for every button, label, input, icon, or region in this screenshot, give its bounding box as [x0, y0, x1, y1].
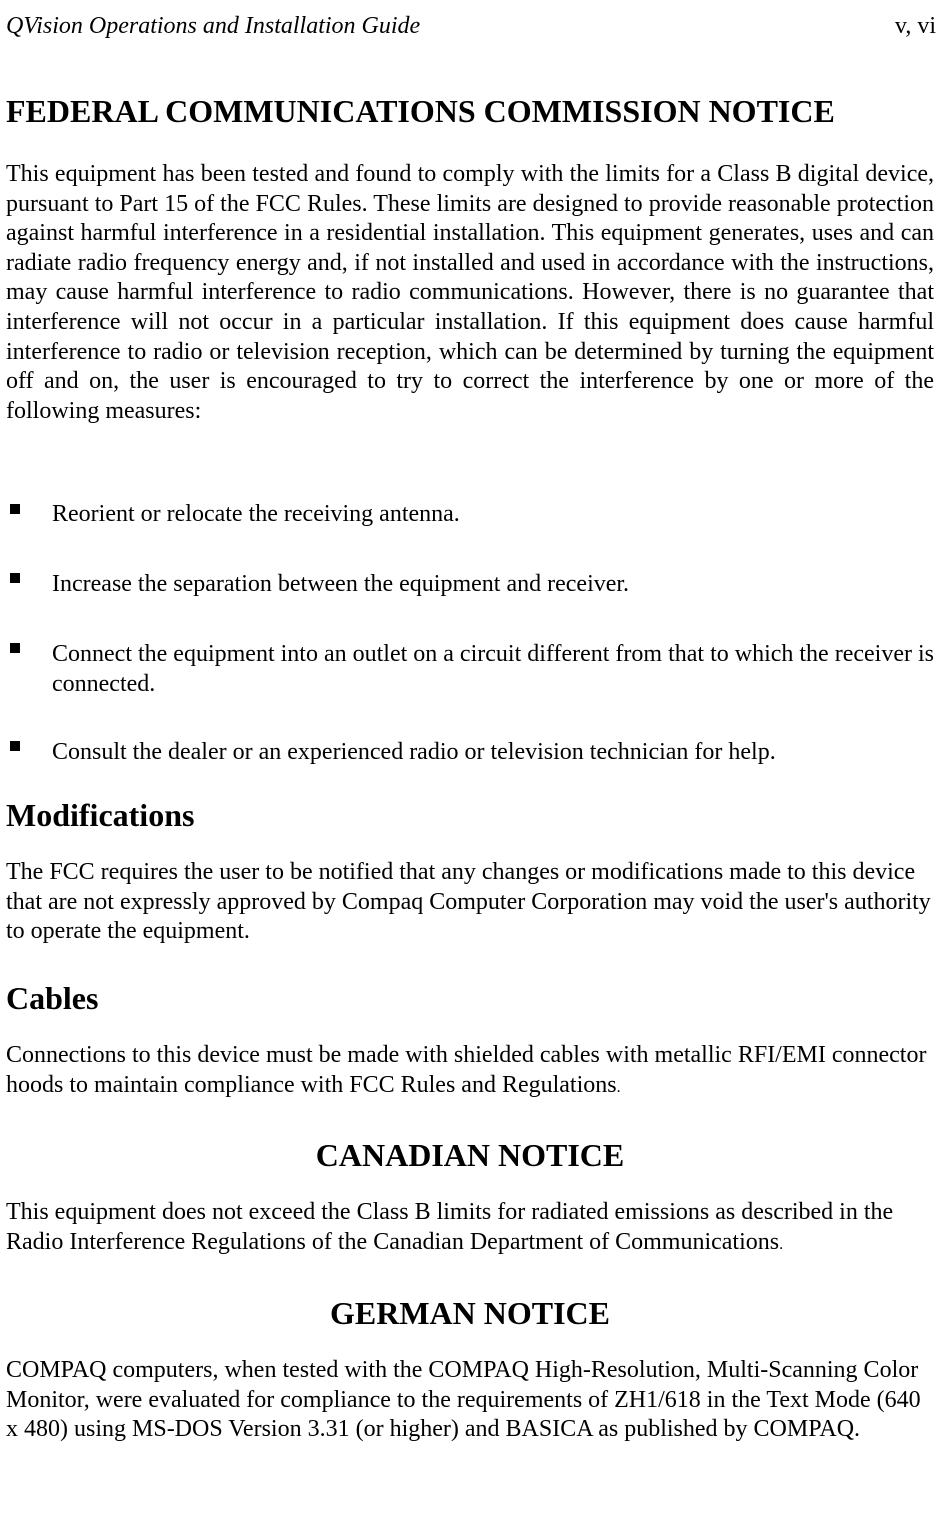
canadian-body-text: This equipment does not exceed the Class B limits for radiated emissions as described in the Radio Interference Regulations of the Canadian Department of Communications: [6, 1199, 894, 1255]
cables-body: [6, 1041, 934, 1102]
fcc-notice-body: This equipment has been tested and found to comply with the limits for a Class B digital device, pursuant to Part 15 of the FCC Rules. These limits are designed to provide reasonable protection against harmful interference in a residential installation. This equipment generates, uses and can radiate radio frequency energy and, if not installed and used in accordance with the instructions, may cause harmful interference to radio communications. However, there is no guarantee that interference will not occur in a particular installation. If this equipment does cause harmful interference to radio or television reception, which can be determined by turning the equipment off and on, the user is encouraged to try to correct the interference by one or more of the following measures:: [6, 161, 934, 424]
bullet-square-icon: [10, 741, 20, 751]
measure-text: Reorient or relocate the receiving antenna.: [52, 501, 460, 527]
measure-text: Connect the equipment into an outlet on a circuit different from that to which the receiver is connected.: [52, 641, 934, 697]
running-header: [6, 10, 936, 42]
canadian-notice-heading: CANADIAN NOTICE: [315, 1137, 625, 1173]
measure-item: [6, 640, 934, 699]
measure-text: Consult the dealer or an experienced radio or television technician for help.: [52, 739, 776, 765]
german-notice-heading: GERMAN NOTICE: [329, 1295, 610, 1331]
measure-item: [6, 570, 934, 600]
cables-body-text: Connections to this device must be made with shielded cables with metallic RFI/EMI connector hoods to maintain compliance with FCC Rules and Regulations: [6, 1042, 927, 1098]
german-notice-body: COMPAQ computers, when tested with the COMPAQ High-Resolution, Multi-Scanning Color Monitor, were evaluated for compliance to the requirements of ZH1/618 in the Text Mode (640 x 480) using MS-DOS Version 3.31 (or higher) and BASICA as published by COMPAQ.: [6, 1357, 921, 1443]
measure-text: Increase the separation between the equipment and receiver.: [52, 571, 630, 597]
bullet-square-icon: [10, 643, 20, 653]
canadian-end-mark: .: [779, 1235, 784, 1253]
modifications-heading: Modifications: [6, 797, 195, 833]
bullet-square-icon: [10, 504, 20, 514]
canadian-notice-body: [6, 1198, 934, 1259]
cables-end-mark: .: [616, 1078, 621, 1096]
measure-item: [6, 500, 934, 530]
modifications-body: The FCC requires the user to be notified that any changes or modifications made to this device that are not expressly approved by Compaq Computer Corporation may void the user's authority to operate the equipment.: [6, 859, 931, 945]
bullet-square-icon: [10, 573, 20, 583]
cables-heading: Cables: [6, 980, 99, 1016]
fcc-notice-heading: FEDERAL COMMUNICATIONS COMMISSION NOTICE: [6, 93, 835, 129]
page-numbers: v, vi: [894, 13, 936, 39]
measure-item: [6, 738, 934, 768]
guide-title: QVision Operations and Installation Guide: [6, 13, 421, 39]
